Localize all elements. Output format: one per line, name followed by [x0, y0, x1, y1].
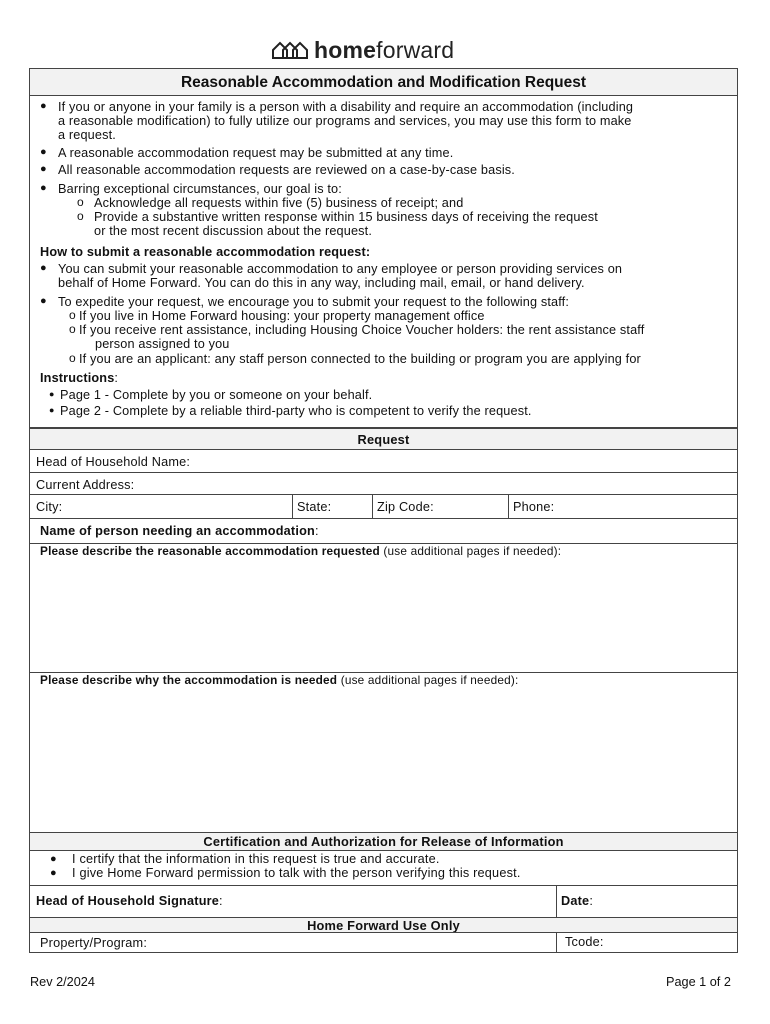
intro-sub-1: Acknowledge all requests within five (5) business of receipt; and: [94, 196, 464, 210]
state-field[interactable]: [292, 495, 372, 518]
bullet-dot: ●: [40, 182, 47, 194]
property-program-field[interactable]: [30, 933, 556, 952]
certification-statements: [30, 850, 737, 885]
home-forward-logo-icon: [270, 38, 310, 62]
intro-bullet-1-line-1: If you or anyone in your family is a person with a disability and require an accommodation (including: [58, 100, 634, 114]
certification-statement-2: I give Home Forward permission to talk with the person verifying this request.: [72, 866, 521, 880]
signature-label: Head of Household Signature:: [36, 894, 223, 908]
person-needing-field[interactable]: [30, 518, 737, 543]
brand-name: homeforward: [314, 36, 455, 63]
sub-bullet-circle: o: [77, 195, 84, 209]
signature-field[interactable]: [30, 886, 556, 917]
how-sub-1: If you live in Home Forward housing: your property management office: [79, 309, 485, 323]
sub-bullet-circle: o: [77, 209, 84, 223]
intro-bullet-1-line-3: a request.: [58, 128, 116, 142]
property-tcode-row: [30, 932, 737, 952]
person-needing-label: Name of person needing an accommodation:: [40, 524, 319, 538]
head-name-label: Head of Household Name:: [36, 455, 191, 469]
how-sub-2-line-2: person assigned to you: [95, 337, 230, 351]
how-bullet-1-line-2: behalf of Home Forward. You can do this in any way, including mail, email, or hand delivery.: [58, 276, 585, 290]
bullet-dot: ●: [40, 146, 47, 158]
intro-bullet-3: All reasonable accommodation requests are reviewed on a case-by-case basis.: [58, 163, 515, 177]
signature-row: [30, 885, 737, 917]
city-label: City:: [36, 500, 63, 514]
bullet-dot: ●: [50, 867, 57, 879]
intro-bullet-1-line-2: a reasonable modification) to fully utilize our programs and services, you may use this form to make: [58, 114, 632, 128]
zip-code-field[interactable]: [372, 495, 508, 518]
instructions-item-1: Page 1 - Complete by you or someone on your behalf.: [60, 388, 373, 402]
head-name-field[interactable]: [30, 449, 737, 472]
current-address-field[interactable]: [30, 472, 737, 494]
intro-bullet-4: Barring exceptional circumstances, our goal is to:: [58, 182, 342, 196]
sub-bullet-circle: o: [69, 308, 76, 322]
describe-accommodation-label: Please describe the reasonable accommodation requested (use additional pages if needed):: [40, 544, 562, 558]
describe-why-label: Please describe why the accommodation is needed (use additional pages if needed):: [40, 673, 519, 687]
intro-bullet-2: A reasonable accommodation request may be submitted at any time.: [58, 146, 454, 160]
bullet-dot: ●: [49, 389, 55, 399]
bullet-dot: ●: [49, 405, 55, 415]
phone-field[interactable]: [508, 495, 737, 518]
bullet-dot: ●: [40, 163, 47, 175]
how-sub-3: If you are an applicant: any staff person connected to the building or program you are applying for: [79, 352, 641, 366]
tcode-label: Tcode:: [565, 935, 604, 949]
instructions-item-2: Page 2 - Complete by a reliable third-party who is competent to verify the request.: [60, 404, 532, 418]
revision-date: Rev 2/2024: [30, 975, 95, 989]
sub-bullet-circle: o: [69, 351, 76, 365]
intro-sub-2-line-1: Provide a substantive written response within 15 business days of receiving the request: [94, 210, 598, 224]
phone-label: Phone:: [513, 500, 555, 514]
use-only-header-row: [30, 917, 737, 932]
page-title: Reasonable Accommodation and Modification Request: [30, 69, 737, 96]
describe-accommodation-field[interactable]: [30, 543, 737, 672]
zip-code-label: Zip Code:: [377, 500, 434, 514]
instructions-heading: Instructions:: [40, 371, 119, 385]
page-number: Page 1 of 2: [666, 975, 731, 989]
request-header: Request: [357, 432, 410, 447]
bullet-dot: ●: [40, 100, 47, 112]
how-sub-2-line-1: If you receive rent assistance, including Housing Choice Voucher holders: the rent assistance staff: [79, 323, 645, 337]
use-only-header: Home Forward Use Only: [307, 918, 460, 933]
describe-why-field[interactable]: [30, 672, 737, 832]
request-form: [29, 428, 738, 953]
request-header-row: [30, 428, 737, 449]
property-program-label: Property/Program:: [40, 936, 148, 950]
date-label: Date:: [561, 894, 594, 908]
city-field[interactable]: [30, 495, 292, 518]
bullet-dot: ●: [40, 262, 47, 274]
bullet-dot: ●: [40, 295, 47, 307]
certification-header: Certification and Authorization for Release of Information: [203, 834, 564, 849]
how-bullet-2: To expedite your request, we encourage you to submit your request to the following staff:: [58, 295, 570, 309]
current-address-label: Current Address:: [36, 478, 135, 492]
sub-bullet-circle: o: [69, 322, 76, 336]
bullet-dot: ●: [50, 853, 57, 865]
certification-header-row: [30, 832, 737, 850]
date-field[interactable]: [556, 886, 737, 917]
state-label: State:: [297, 500, 332, 514]
how-to-submit-heading: How to submit a reasonable accommodation request:: [40, 245, 371, 259]
city-state-zip-phone-row: [30, 494, 737, 518]
home-forward-logo: [270, 36, 454, 64]
certification-statement-1: I certify that the information in this request is true and accurate.: [72, 852, 440, 866]
how-bullet-1-line-1: You can submit your reasonable accommodation to any employee or person providing services on: [58, 262, 623, 276]
tcode-field[interactable]: [556, 933, 737, 952]
intro-sub-2-line-2: or the most recent discussion about the request.: [94, 224, 373, 238]
